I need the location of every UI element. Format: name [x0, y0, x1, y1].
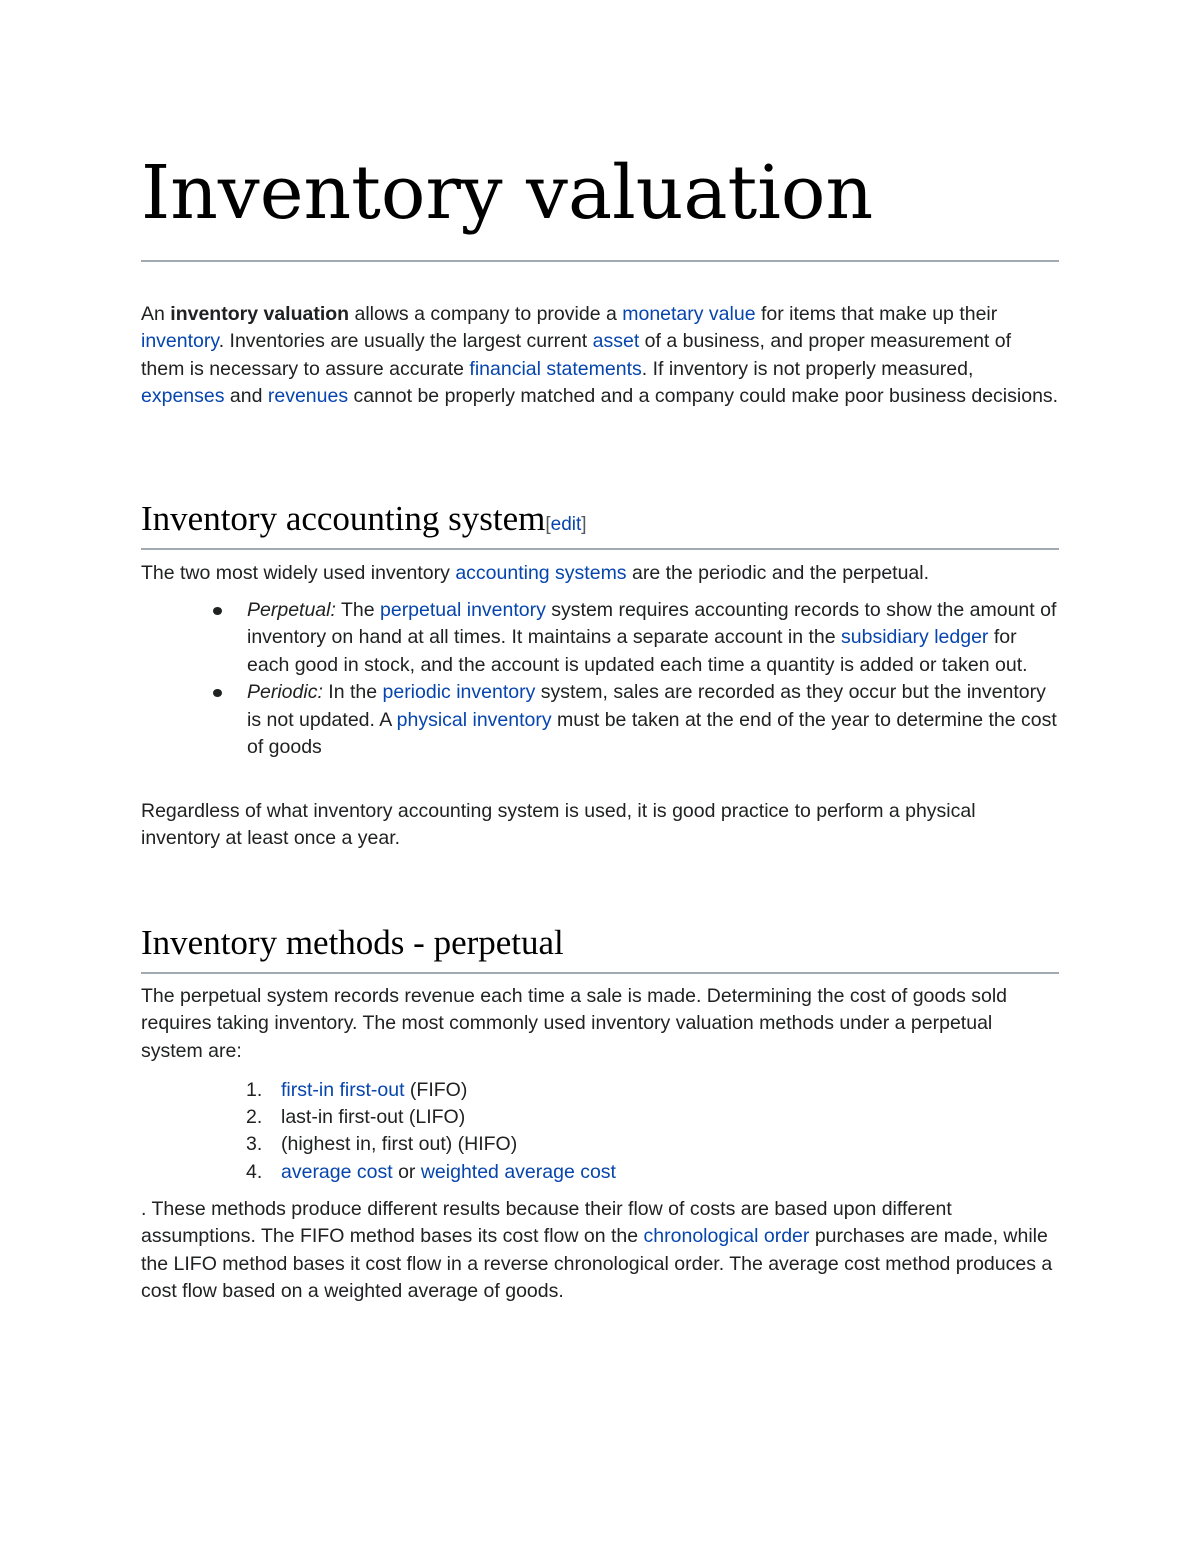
accounting-systems-paragraph: The two most widely used inventory accounting systems are the periodic and the perpetual.: [141, 562, 930, 584]
link-monetary-value[interactable]: monetary value: [622, 303, 756, 325]
list-item: Perpetual: The perpetual inventory system requires accounting records to show the amount of inventory on hand at all times. It maintains a separate account in the subsidiary ledger for each good in stock, and the account is updated each time a quantity is added or taken out.: [247, 597, 1059, 679]
systems-list: [247, 597, 1059, 761]
page-title: Inventory valuation: [141, 150, 874, 236]
link-fifo[interactable]: first-in first-out: [281, 1079, 405, 1101]
link-physical-inventory[interactable]: physical inventory: [396, 708, 552, 731]
perpetual-intro-paragraph: The perpetual system records revenue each time a sale is made. Determining the cost of goods sold requires taking inventory. The most commonly used inventory valuation methods under a perpetual system are:: [141, 985, 1008, 1062]
list-item: 4. average cost or weighted average cost: [246, 1160, 616, 1183]
edit-link[interactable]: edit: [550, 514, 582, 535]
link-subsidiary-ledger[interactable]: subsidiary ledger: [841, 626, 989, 649]
title-divider: [141, 260, 1059, 262]
section-heading-accounting-system: Inventory accounting system[edit]: [141, 499, 587, 538]
list-item: 3. (highest in, first out) (HIFO): [246, 1133, 518, 1156]
link-expenses[interactable]: expenses: [141, 385, 225, 408]
link-weighted-average-cost[interactable]: weighted average cost: [420, 1160, 616, 1183]
edit-section-link: [edit]: [545, 514, 587, 535]
link-periodic-inventory[interactable]: periodic inventory: [382, 681, 536, 704]
link-financial-statements[interactable]: financial statements: [469, 357, 642, 380]
link-inventory[interactable]: inventory: [141, 330, 219, 353]
regardless-paragraph: Regardless of what inventory accounting system is used, it is good practice to perform a physical inventory at least once a year.: [141, 800, 976, 850]
methods-list: [246, 1077, 946, 1186]
intro-paragraph: An inventory valuation allows a company to provide a monetary value for items that make up their inventory. Inventories are usually the largest current asset of a business, and proper measurement of them is necessary to assure accurate financial statements. If inventory is not properly measured, expenses and revenues cannot be properly matched and a company could make poor business decisions.: [141, 303, 1059, 408]
link-revenues[interactable]: revenues: [267, 385, 349, 408]
link-perpetual-inventory[interactable]: perpetual inventory: [380, 599, 546, 621]
link-average-cost[interactable]: average cost: [281, 1160, 393, 1183]
list-item: 2. last-in first-out (LIFO): [246, 1106, 466, 1129]
link-accounting-systems[interactable]: accounting systems: [455, 562, 627, 584]
section-divider: [141, 548, 1059, 550]
section-divider: [141, 972, 1059, 974]
link-asset[interactable]: asset: [592, 330, 640, 353]
section-heading-methods-perpetual: Inventory methods - perpetual: [141, 923, 564, 962]
bullet-icon: [213, 607, 222, 615]
link-chronological-order[interactable]: chronological order: [643, 1225, 810, 1248]
list-item: 1. first-in first-out (FIFO): [246, 1079, 468, 1101]
bold-term: inventory valuation: [170, 303, 350, 325]
list-item: Periodic: In the periodic inventory system, sales are recorded as they occur but the inventory is not updated. A physical inventory must be taken at the end of the year to determine the cost of goods: [247, 679, 1059, 761]
methods-explanation-paragraph: . These methods produce different results because their flow of costs are based upon different assumptions. The FIFO method bases its cost flow on the chronological order purchases are made, while the LIFO method bases it cost flow in a reverse chronological order. The average cost method produces a cost flow based on a weighted average of goods.: [141, 1198, 1053, 1303]
bullet-icon: [213, 689, 222, 697]
